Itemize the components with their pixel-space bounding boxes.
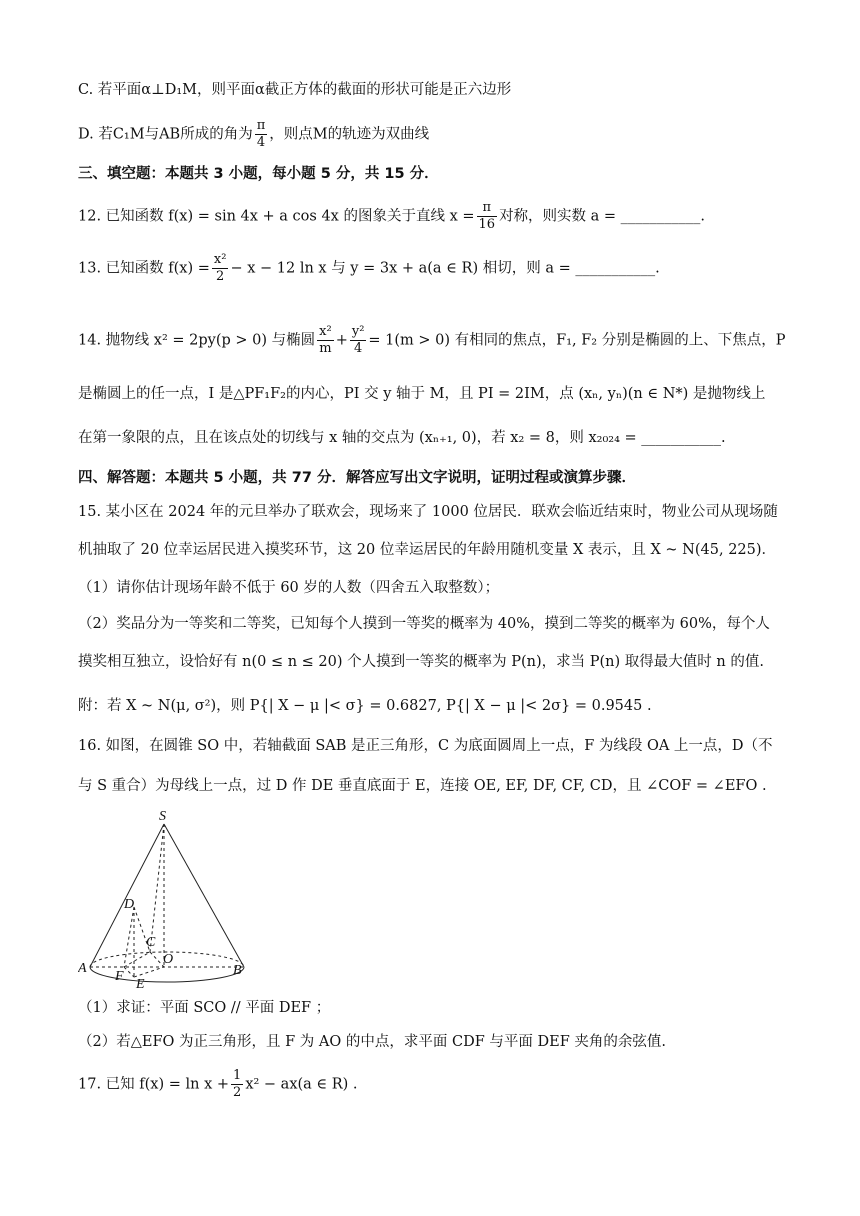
- label-f: F: [115, 969, 124, 984]
- label-e: E: [136, 977, 145, 990]
- segment-sc: [150, 824, 164, 952]
- option-c-text: C. 若平面α⊥D₁M，则平面α截正方体的截面的形状可能是正六边形: [78, 82, 512, 98]
- option-c: [78, 80, 790, 100]
- q13-fraction: [212, 252, 229, 285]
- label-o: O: [163, 952, 174, 967]
- question-16-line-2: 与 S 重合）为母线上一点，过 D 作 DE 垂直底面于 E，连接 OE, EF, DF, CF, CD，且 ∠COF = ∠EFO .: [78, 778, 767, 794]
- fraction-numerator: 1: [233, 1068, 242, 1083]
- question-15-line-2: 机抽取了 20 位幸运居民进入摸奖环节，这 20 位幸运居民的年龄用随机变量 X 表示，且 X ~ N(45, 225)．: [78, 542, 777, 558]
- question-16-part-2: （2）若△EFO 为正三角形，且 F 为 AO 的中点，求平面 CDF 与平面 DEF 夹角的余弦值.: [78, 1034, 666, 1050]
- segment-co: [150, 952, 164, 967]
- q12-fraction: [477, 200, 498, 233]
- fraction-numerator: x²: [319, 324, 332, 339]
- segment-cf: [124, 952, 150, 967]
- q13-text-pre: 13. 已知函数 f(x) =: [78, 260, 210, 277]
- segment-eo: [134, 967, 164, 977]
- fraction-denominator: 16: [478, 217, 496, 232]
- plus-sign: +: [335, 332, 348, 349]
- label-a: A: [78, 961, 87, 976]
- fraction-denominator: 2: [216, 269, 225, 284]
- q17-text-pre: 17. 已知 f(x) = ln x +: [78, 1076, 230, 1093]
- section-3-title: 三、填空题：本题共 3 小题，每小题 5 分，共 15 分．: [78, 166, 439, 182]
- question-15-part-2-line-1: （2）奖品分为一等奖和二等奖，已知每个人摸到一等奖的概率为 40%，摸到二等奖的概率为 60%，每个人: [78, 616, 770, 632]
- fraction-denominator: 2: [233, 1085, 242, 1100]
- q13-text-post: − x − 12 ln x 与 y = 3x + a(a ∈ R) 相切，则 a = ___________.: [230, 260, 660, 277]
- option-d: [78, 118, 790, 151]
- option-d-fraction: [255, 118, 268, 151]
- q14-fraction-1: [317, 324, 334, 357]
- label-c: C: [146, 935, 156, 950]
- q14-text-post: = 1(m > 0) 有相同的焦点，F₁, F₂ 分别是椭圆的上、下焦点，P: [368, 332, 786, 349]
- question-15-part-2-line-2: 摸奖相互独立，设恰好有 n(0 ≤ n ≤ 20) 个人摸到一等奖的概率为 P(n)，求当 P(n) 取得最大值时 n 的值.: [78, 654, 764, 670]
- q14-fraction-2: [350, 324, 367, 357]
- q12-text-pre: 12. 已知函数 f(x) = sin 4x + a cos 4x 的图象关于直线 x =: [78, 208, 475, 225]
- section-4-title: 四、解答题：本题共 5 小题，共 77 分．解答应写出文字说明，证明过程或演算步骤．: [78, 470, 636, 486]
- segment-ef: [124, 967, 134, 977]
- generatrix-sb: [164, 824, 244, 967]
- question-16-line-1: 16. 如图，在圆锥 SO 中，若轴截面 SAB 是正三角形，C 为底面圆周上一点，F 为线段 OA 上一点，D（不: [78, 738, 773, 754]
- fraction-numerator: π: [256, 118, 266, 133]
- option-d-text-pre: D. 若C₁M与AB所成的角为: [78, 126, 253, 143]
- segment-df: [124, 907, 134, 967]
- question-14-line-2: 是椭圆上的任一点，I 是△PF₁F₂的内心，PI 交 y 轴于 M，且 PI = 2IM，点 (xₙ, yₙ)(n ∈ N*) 是抛物线上: [78, 386, 766, 402]
- q17-text-post: x² − ax(a ∈ R) .: [245, 1076, 358, 1093]
- fraction-denominator: 4: [353, 341, 363, 356]
- fraction-numerator: y²: [351, 324, 365, 339]
- label-d: D: [124, 897, 135, 912]
- label-b: B: [233, 963, 242, 978]
- question-15-part-1: （1）请你估计现场年龄不低于 60 岁的人数（四舍五入取整数）；: [78, 580, 500, 596]
- question-13: [78, 252, 790, 285]
- fraction-numerator: x²: [213, 252, 227, 267]
- q17-fraction: [231, 1068, 243, 1101]
- question-14-line-3: 在第一象限的点，且在该点处的切线与 x 轴的交点为 (xₙ₊₁, 0)，若 x₂ = 8，则 x₂₀₂₄ = ___________.: [78, 430, 726, 446]
- label-s: S: [159, 809, 166, 824]
- question-15-line-1: 15. 某小区在 2024 年的元旦举办了联欢会，现场来了 1000 位居民．联欢会临近结束时，物业公司从现场随: [78, 504, 778, 520]
- question-16-part-1: （1）求证：平面 SCO // 平面 DEF ；: [78, 1000, 331, 1016]
- option-d-text-post: ，则点M的轨迹为双曲线: [269, 126, 430, 143]
- q14-text-pre: 14. 抛物线 x² = 2py(p > 0) 与椭圆: [78, 332, 316, 349]
- cone-figure: [78, 808, 258, 990]
- base-front-arc: [90, 967, 244, 982]
- question-17: [78, 1068, 790, 1101]
- fraction-denominator: 4: [256, 135, 266, 150]
- q12-text-post: 对称，则实数 a = ___________.: [499, 208, 706, 225]
- question-12: [78, 200, 790, 233]
- fraction-denominator: m: [319, 341, 332, 356]
- question-15-appendix: 附：若 X ~ N(μ, σ²)，则 P{| X − μ |< σ} = 0.6827, P{| X − μ |< 2σ} = 0.9545 .: [78, 698, 652, 714]
- fraction-numerator: π: [477, 200, 498, 217]
- question-14-line-1: [78, 324, 790, 357]
